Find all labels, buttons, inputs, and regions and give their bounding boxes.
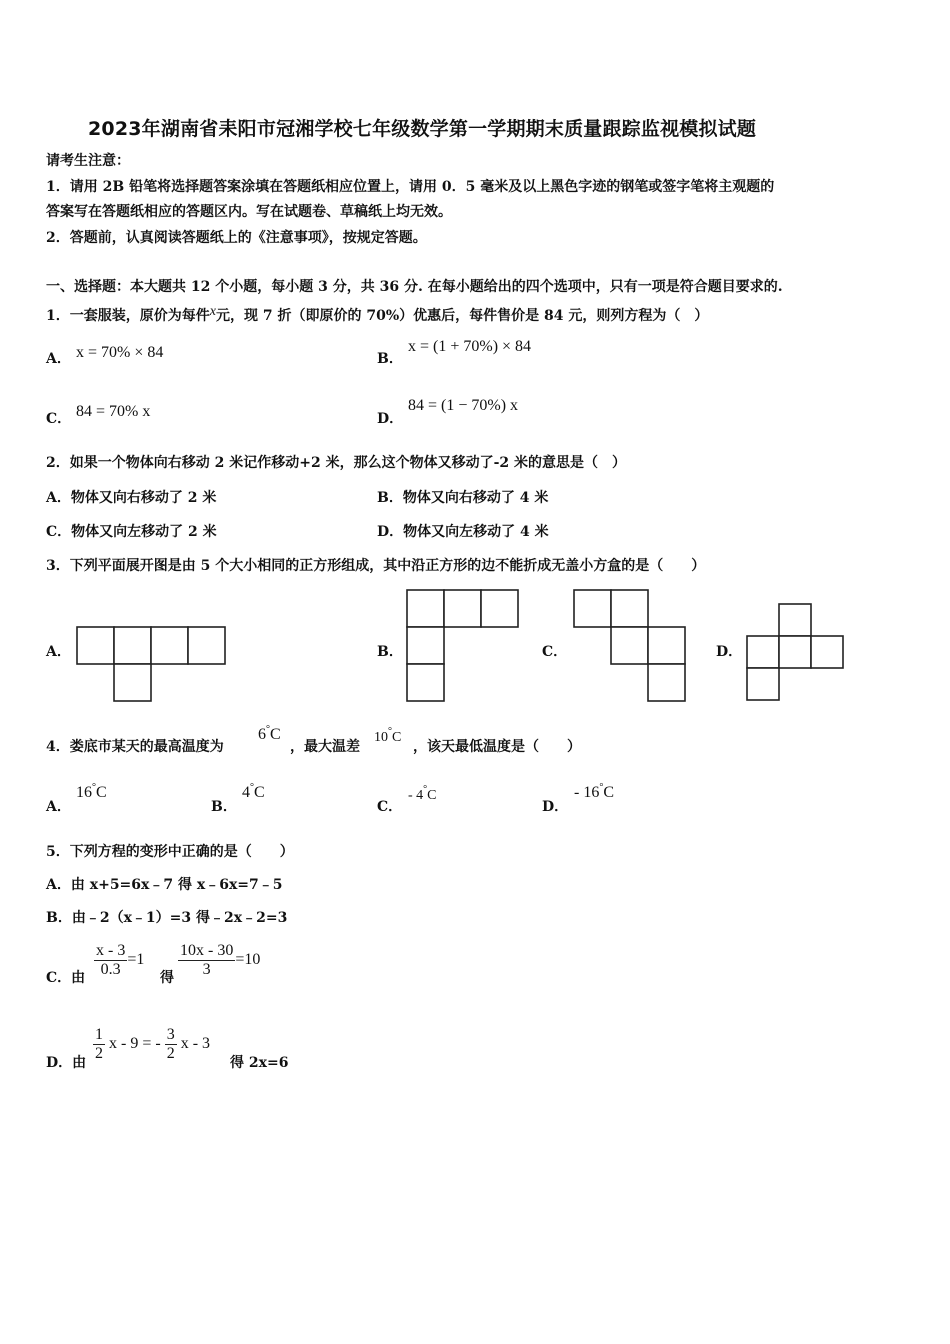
q5-c-frac1-num: x - 3 [96, 942, 126, 959]
q5-option-b[interactable]: B．由﹣2（x﹣1）=3 得﹣2x﹣2=3 [46, 910, 288, 926]
q4-option-d[interactable] [574, 782, 614, 802]
q5-c-fraction-1 [94, 942, 127, 979]
q4-option-c[interactable] [408, 784, 437, 804]
degree-sign: ° [388, 726, 392, 737]
q4-option-b-label[interactable]: B． [211, 799, 237, 815]
q5-d-f1-den: 2 [95, 1045, 103, 1062]
q5-c-fraction-2 [178, 942, 235, 979]
unit-c: C [392, 730, 402, 745]
q4-stem-b: ，最大温差 [290, 739, 360, 755]
q5-c-frac1-den: 0.3 [100, 961, 121, 978]
q1-option-a[interactable]: x = 70% × 84 [76, 344, 164, 361]
q3-option-a-net[interactable] [76, 626, 228, 704]
q5-d-fraction-2 [165, 1026, 177, 1063]
q5-option-c-expr[interactable] [94, 942, 144, 979]
degree-sign: ° [423, 784, 428, 795]
unit-c: C [270, 726, 281, 743]
q3-option-a-label[interactable]: A． [46, 644, 71, 660]
q5-c-eq1: =1 [127, 951, 145, 969]
q5-option-d-expr[interactable] [93, 1026, 210, 1063]
q4-option-c-value: - 4 [408, 788, 424, 803]
degree-sign: ° [266, 724, 270, 735]
q1-option-a-label[interactable]: A． [46, 351, 71, 367]
notice-item-1-line-2: 答案写在答题纸相应的答题区内。写在试题卷、草稿纸上均无效。 [46, 204, 452, 220]
page-title: 2023年湖南省耒阳市冠湘学校七年级数学第一学期期末质量跟踪监视模拟试题 [88, 118, 757, 140]
notice-item-2: 2．答题前，认真阅读答题纸上的《注意事项》，按规定答题。 [46, 230, 427, 246]
q5-d-f2-num: 3 [166, 1026, 175, 1043]
q5-d-fraction-1 [93, 1026, 105, 1063]
q2-option-d[interactable]: D．物体又向左移动了 4 米 [377, 524, 549, 540]
q1-option-b-label[interactable]: B． [377, 351, 403, 367]
q4-stem-c: ，该天最低温度是（ ） [413, 739, 581, 755]
q5-option-c-expr-2[interactable] [178, 942, 260, 979]
q3-option-b-net[interactable] [406, 589, 521, 704]
q5-d-expr1: x - 9 = - [109, 1035, 161, 1053]
q5-d-f1-num: 1 [95, 1026, 103, 1043]
q2-option-a[interactable]: A．物体又向右移动了 2 米 [46, 490, 217, 506]
q5-stem: 5．下列方程的变形中正确的是（ ） [46, 844, 294, 860]
q4-option-a[interactable] [76, 782, 107, 802]
q1-stem [46, 302, 708, 326]
q1-option-d[interactable]: 84 = (1 − 70%) x [408, 397, 519, 414]
q4-option-d-value: - 16 [574, 784, 600, 801]
degree-sign: ° [599, 782, 604, 793]
q4-option-a-label[interactable]: A． [46, 799, 71, 815]
unit-c: C [96, 784, 107, 801]
q5-option-d-label[interactable]: D．由 [46, 1055, 87, 1071]
notice-heading: 请考生注意： [46, 153, 130, 169]
q4-t2-value: 10 [374, 730, 388, 745]
q4-option-d-label[interactable]: D． [542, 799, 569, 815]
q4-option-a-value: 16 [76, 784, 92, 801]
q4-option-c-label[interactable]: C． [377, 799, 403, 815]
q1-option-c[interactable]: 84 = 70% x [76, 403, 151, 420]
unit-c: C [254, 784, 265, 801]
q1-stem-var: x [209, 304, 216, 319]
q5-c-frac2-den: 3 [202, 961, 211, 978]
degree-sign: ° [92, 782, 96, 793]
unit-c: C [603, 784, 614, 801]
q1-option-d-label[interactable]: D． [377, 411, 404, 427]
q4-high-temp [258, 724, 281, 744]
q3-option-b-label[interactable]: B． [377, 644, 403, 660]
q5-c-frac2-num: 10x - 30 [180, 942, 234, 959]
q5-d-expr2: x - 3 [180, 1035, 211, 1053]
q5-d-f2-den: 2 [166, 1045, 175, 1062]
q5-option-c-mid: 得 [160, 970, 174, 986]
q1-option-c-label[interactable]: C． [46, 411, 72, 427]
q4-t1-value: 6 [258, 726, 266, 743]
q2-stem: 2．如果一个物体向右移动 2 米记作移动+2 米，那么这个物体又移动了-2 米的意思是（ ） [46, 455, 626, 471]
q4-option-b-value: 4 [242, 784, 250, 801]
q3-option-d-net[interactable] [746, 603, 848, 705]
q5-option-a[interactable]: A．由 x+5=6x﹣7 得 x﹣6x=7﹣5 [46, 877, 283, 893]
q1-stem-b: 元，现 7 折（即原价的 70%）优惠后，每件售价是 84 元，则列方程为（ ） [215, 308, 709, 324]
degree-sign: ° [250, 782, 254, 793]
unit-c: C [427, 788, 437, 803]
q3-option-d-label[interactable]: D． [716, 644, 743, 660]
q1-stem-a: 1．一套服装，原价为每件 [46, 308, 210, 324]
q2-option-c[interactable]: C．物体又向左移动了 2 米 [46, 524, 217, 540]
q3-option-c-net[interactable] [573, 589, 688, 704]
q3-stem: 3．下列平面展开图是由 5 个大小相同的正方形组成，其中沿正方形的边不能折成无盖小方盒的是（ ） [46, 558, 706, 574]
q5-option-c-label[interactable]: C．由 [46, 970, 86, 986]
notice-item-1-line-1: 1．请用 2B 铅笔将选择题答案涂填在答题纸相应位置上，请用 0．5 毫米及以上黑色字迹的钢笔或签字笔将主观题的 [46, 179, 775, 195]
q4-stem-a: 4．娄底市某天的最高温度为 [46, 739, 224, 755]
q3-option-c-label[interactable]: C． [542, 644, 568, 660]
q2-option-b[interactable]: B．物体又向右移动了 4 米 [377, 490, 549, 506]
section-heading: 一、选择题：本大题共 12 个小题，每小题 3 分，共 36 分. 在每小题给出的四个选项中，只有一项是符合题目要求的. [46, 279, 783, 295]
q4-temp-diff [374, 726, 401, 746]
q1-option-b[interactable]: x = (1 + 70%) × 84 [408, 338, 532, 355]
q5-option-d-tail: 得 2x=6 [230, 1055, 289, 1071]
q4-option-b[interactable] [242, 782, 265, 802]
q5-c-eq2: =10 [235, 951, 261, 969]
